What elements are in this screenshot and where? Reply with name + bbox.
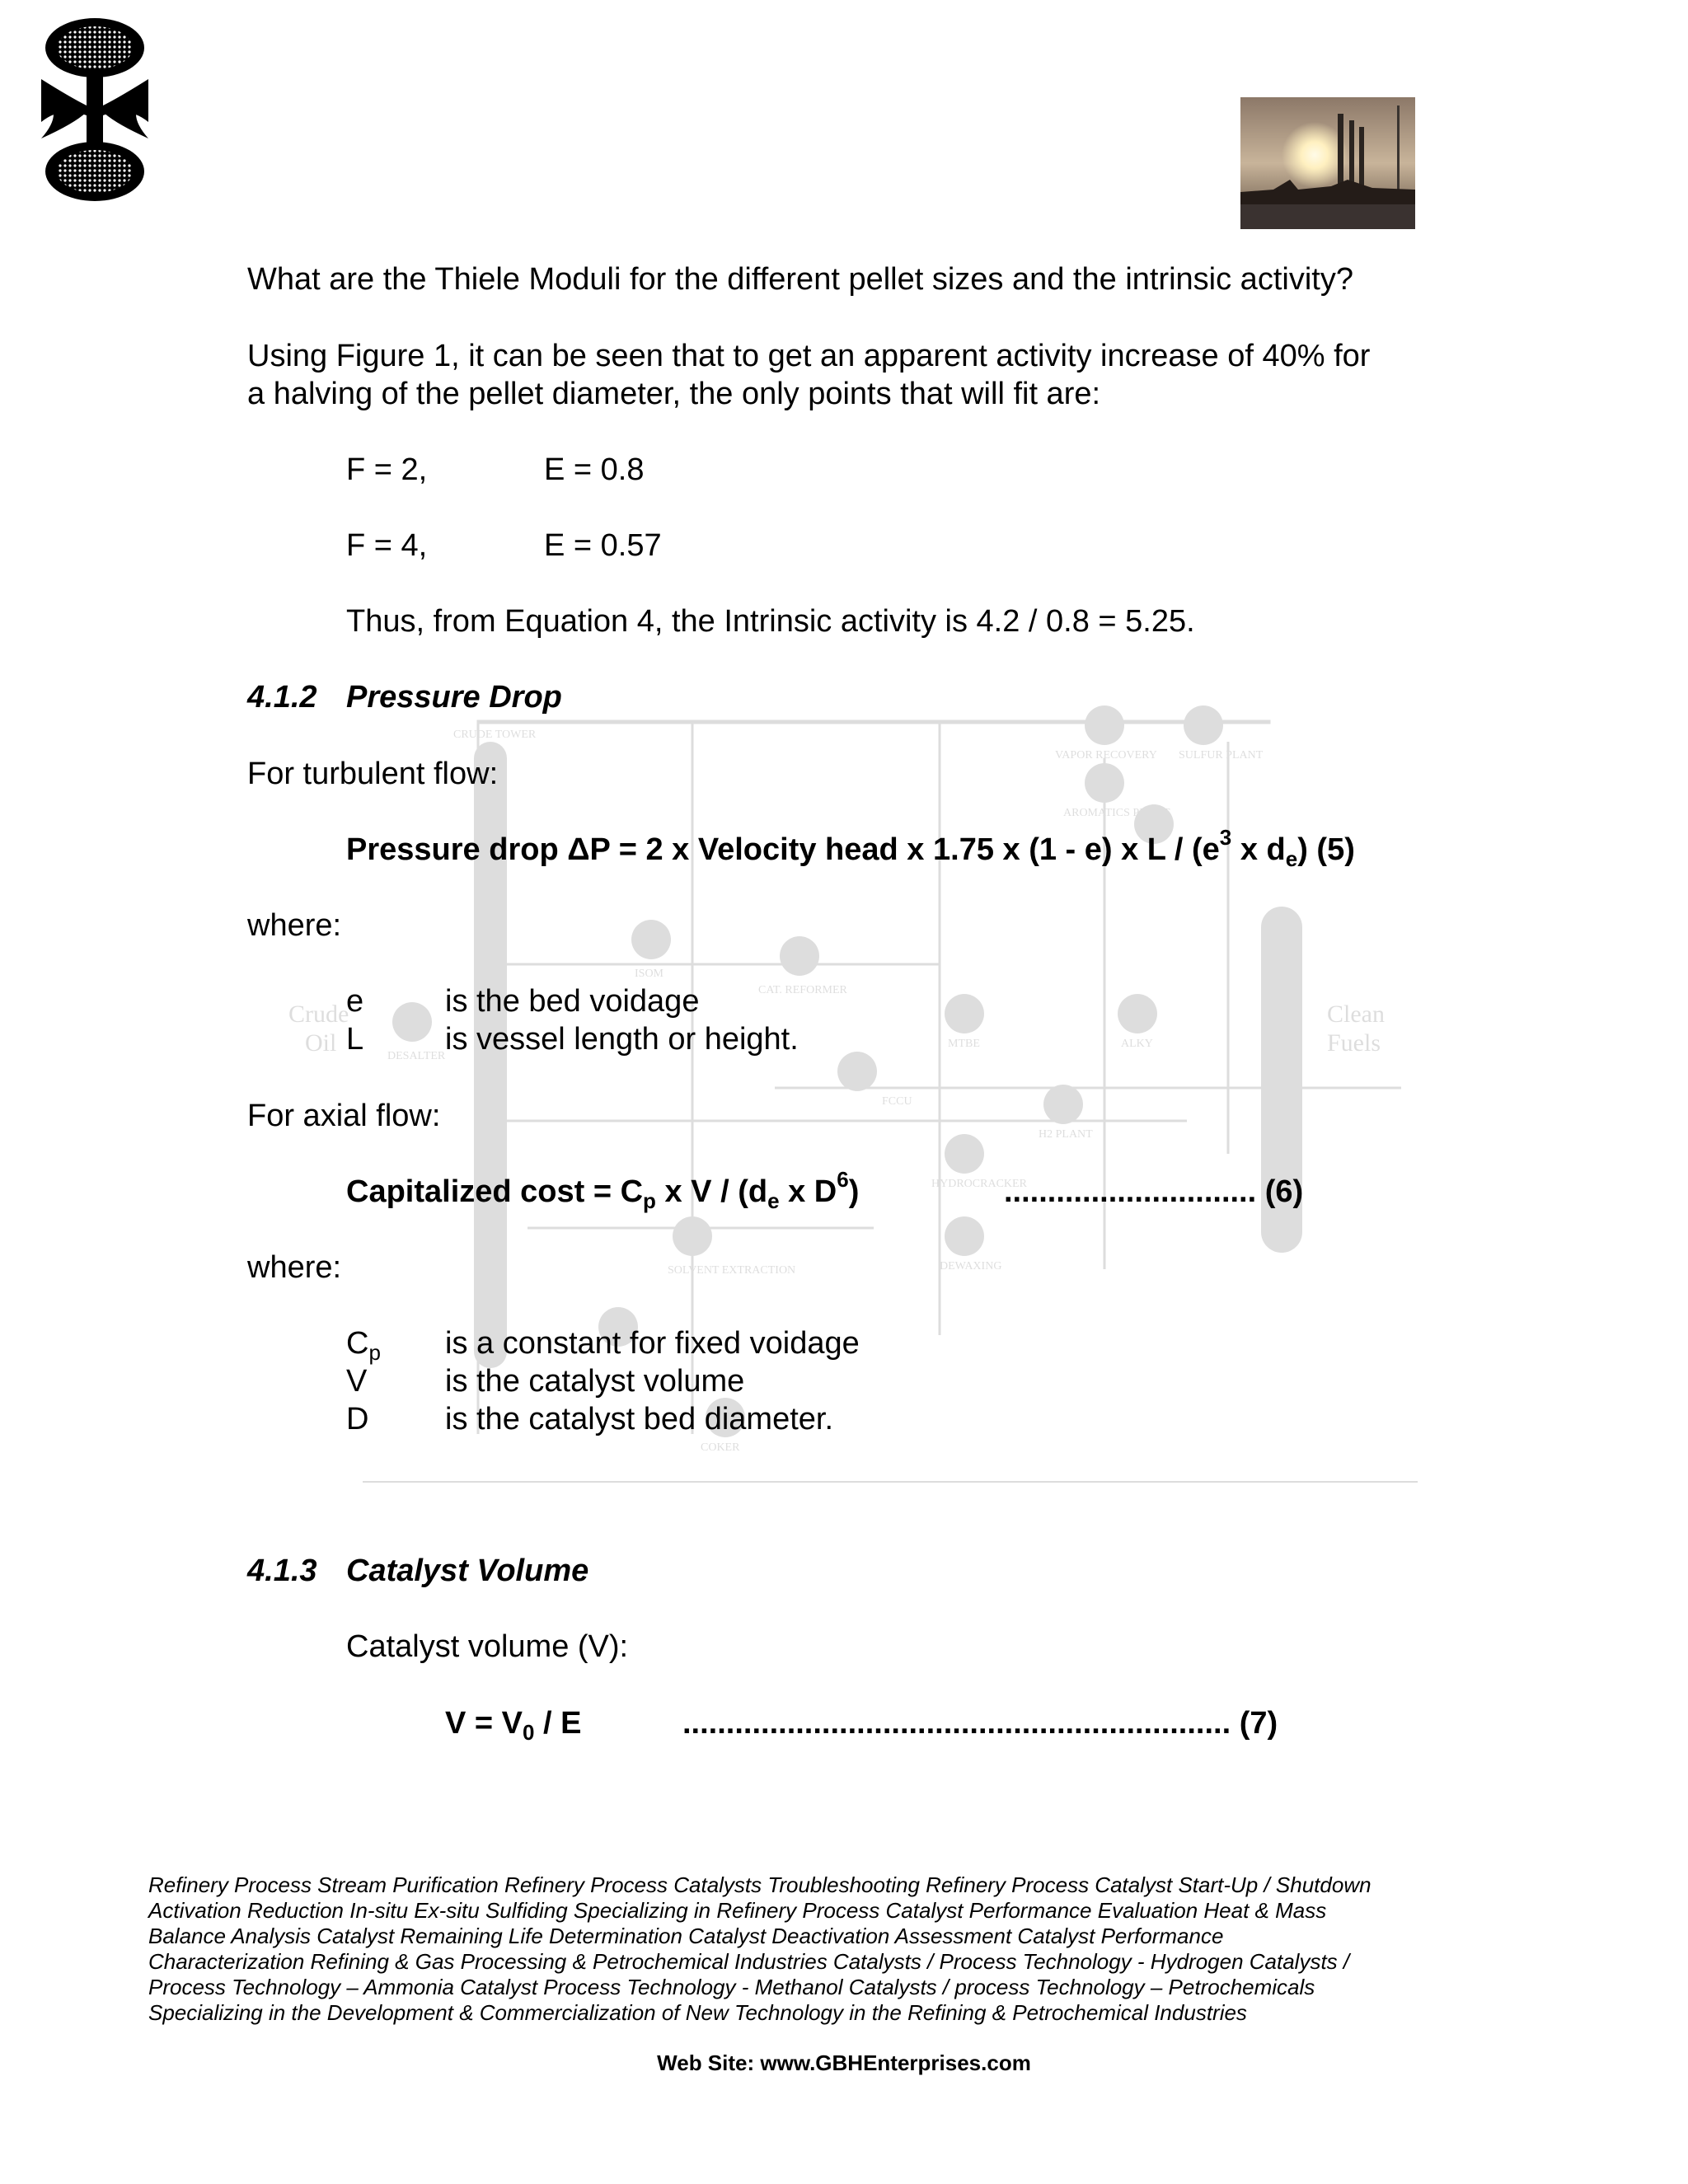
point-e-1: E = 0.8: [544, 452, 645, 487]
refinery-photo: [1240, 97, 1415, 229]
wm-unit: SOLVENT EXTRACTION: [668, 1264, 796, 1277]
wm-unit: ALKY: [1121, 1038, 1153, 1050]
def-desc-cp: is a constant for fixed voidage: [445, 1326, 860, 1361]
wm-unit: COKER: [701, 1441, 740, 1454]
def-symbol-v: V: [346, 1364, 368, 1399]
def-desc-l: is vessel length or height.: [445, 1022, 799, 1057]
wm-unit: AROMATICS PLANT: [1063, 807, 1170, 819]
footer-line-2: Activation Reduction In-situ Ex-situ Sulfiding Specializing in Refinery Process Catalyst Performance Evaluation Heat & Mass: [148, 1898, 1327, 1923]
def-desc-v: is the catalyst volume: [445, 1364, 745, 1399]
point-e-2: E = 0.57: [544, 528, 662, 563]
wm-crude-1: Crude: [288, 1001, 349, 1028]
footer-line-1: Refinery Process Stream Purification Refinery Process Catalysts Troubleshooting Refinery Process Catalyst Start-Up / Shutdown: [148, 1872, 1372, 1897]
paragraph-line-1: Using Figure 1, it can be seen that to get an apparent activity increase of 40% for: [247, 339, 1371, 373]
point-f-1: F = 2,: [346, 452, 428, 487]
equation-6: Capitalized $\cos t = C_p$ x V / ($d_e$ x $D^6$): [346, 1167, 860, 1213]
section-number-412: 4.1.2: [247, 680, 317, 715]
footer-line-6: Specializing in the Development & Commercialization of New Technology in the Refining & Petrochemical Industries: [148, 2000, 1247, 2025]
wm-crude-2: Oil: [305, 1029, 337, 1057]
footer-website: Web Site: www.GBHEnterprises.com: [657, 2050, 1031, 2075]
wm-unit: SULFUR PLANT: [1179, 749, 1264, 762]
section-title-412: Pressure Drop: [346, 680, 562, 715]
where-label-2: where:: [247, 1250, 342, 1285]
def-symbol-e: e: [346, 984, 364, 1019]
axial-flow-label: For axial flow:: [247, 1099, 441, 1133]
equation-7: $V = V_0 / E$: [445, 1706, 582, 1745]
turbulent-flow-label: For turbulent flow:: [247, 757, 499, 791]
paragraph-line-2: a halving of the pellet diameter, the only points that will fit are:: [247, 377, 1101, 411]
wm-clean-2: Fuels: [1327, 1029, 1381, 1057]
watermark-baseline: [363, 1481, 1418, 1483]
wm-unit: DESALTER: [387, 1050, 446, 1062]
footer-line-3: Balance Analysis Catalyst Remaining Life Determination Catalyst Deactivation Assessment Catalyst Performance: [148, 1924, 1224, 1948]
wm-unit: FCCU: [882, 1095, 912, 1108]
wm-unit: H2 PLANT: [1039, 1128, 1093, 1141]
def-symbol-d: D: [346, 1402, 369, 1436]
equation-5: Pressure drop ΔP = 2 x Velocity head x 1.75 x (1 - e) x L / ($e^3$ x $d_e$) (5): [346, 825, 1355, 871]
footer-line-4: Characterization Refining & Gas Processing & Petrochemical Industries Catalysts / Process Technology - Hydrogen Catalysts /: [148, 1949, 1350, 1974]
company-logo: [33, 15, 157, 204]
section-title-413: Catalyst Volume: [346, 1554, 589, 1588]
wm-unit: ISOM: [635, 968, 664, 980]
footer-line-5: Process Technology – Ammonia Catalyst Process Technology - Methanol Catalysts / process Technology – Petrochemicals: [148, 1975, 1315, 1999]
wm-unit: VAPOR RECOVERY: [1055, 749, 1157, 762]
wm-unit: CRUDE TOWER: [453, 729, 537, 741]
catalyst-volume-label: Catalyst volume (V):: [346, 1629, 629, 1664]
wm-unit: DEWAXING: [940, 1260, 1002, 1272]
wm-clean-1: Clean: [1327, 1001, 1385, 1028]
equation-7-number: ............................................................... (7): [682, 1706, 1278, 1741]
equation-6-number: ............................. (6): [1004, 1174, 1304, 1209]
def-symbol-cp: $C_p$: [346, 1326, 381, 1365]
section-number-413: 4.1.3: [247, 1554, 317, 1588]
def-symbol-l: L: [346, 1022, 364, 1057]
wm-unit: HYDROCRACKER: [931, 1178, 1027, 1190]
where-label-1: where:: [247, 908, 342, 943]
question-text: What are the Thiele Moduli for the different pellet sizes and the intrinsic activity?: [247, 262, 1353, 297]
def-desc-d: is the catalyst bed diameter.: [445, 1402, 834, 1436]
def-desc-e: is the bed voidage: [445, 984, 700, 1019]
point-f-2: F = 4,: [346, 528, 428, 563]
wm-unit: CAT. REFORMER: [758, 984, 847, 996]
wm-unit: MTBE: [948, 1038, 980, 1050]
thus-text: Thus, from Equation 4, the Intrinsic activity is 4.2 / 0.8 = 5.25.: [346, 604, 1195, 639]
